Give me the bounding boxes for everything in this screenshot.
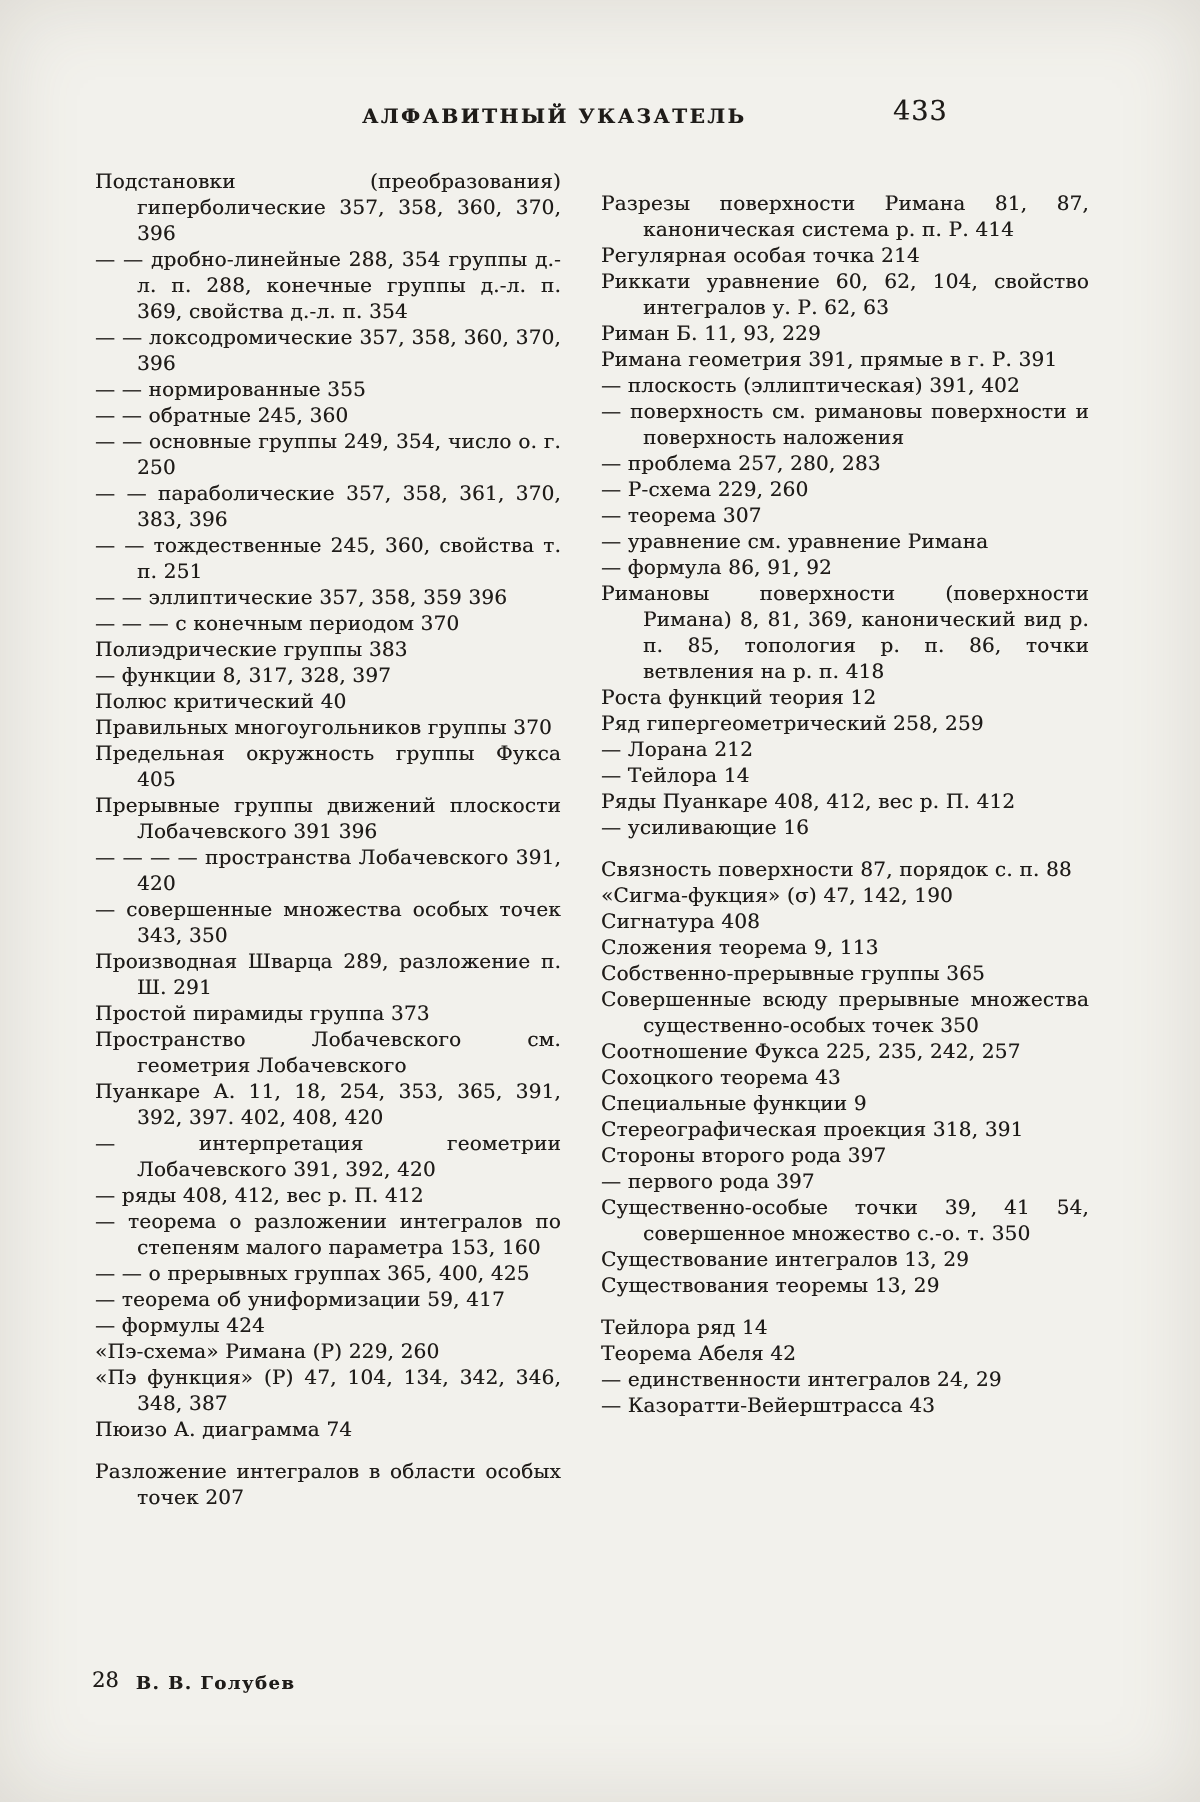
index-entry: Римановы поверхности (поверхности Римана) 8, 81, 369, канонический вид р. п. 85, топология р. п. 86, точки ветвления на р. п. 418 <box>601 581 1089 683</box>
index-entry: — теорема о разложении интегралов по степеням малого параметра 153, 160 <box>95 1209 561 1259</box>
index-group <box>601 1314 1089 1418</box>
index-entry: Существенно-особые точки 39, 41 54, совершенное множество с.-о. т. 350 <box>601 1195 1089 1245</box>
index-entry: Пюизо А. диаграмма 74 <box>95 1417 353 1441</box>
index-entry: — Р-схема 229, 260 <box>601 477 809 501</box>
index-column-left <box>95 168 561 1510</box>
index-column-right <box>601 190 1089 1418</box>
running-head <box>0 0 1200 140</box>
index-entry: — — — с конечным периодом 370 <box>95 611 460 635</box>
index-entry: Сложения теорема 9, 113 <box>601 935 879 959</box>
index-group <box>95 1458 561 1510</box>
index-entry: — поверхность см. римановы поверхности и поверхность наложения <box>601 399 1089 449</box>
index-entry: — уравнение см. уравнение Римана <box>601 529 989 553</box>
page-number: 433 <box>893 96 948 127</box>
index-entry: «Пэ функция» (Р) 47, 104, 134, 342, 346, 348, 387 <box>95 1365 561 1415</box>
index-entry: «Сигма-фукция» (σ) 47, 142, 190 <box>601 883 953 907</box>
index-entry: — — обратные 245, 360 <box>95 403 349 427</box>
index-entry: — первого рода 397 <box>601 1169 815 1193</box>
author-name: В. В. Голубев <box>135 1673 296 1694</box>
index-entry: — — параболические 357, 358, 361, 370, 383, 396 <box>95 481 561 531</box>
index-group <box>601 190 1089 840</box>
index-entry: — усиливающие 16 <box>601 815 810 839</box>
index-entry: Пространство Лобачевского см. геометрия Лобачевского <box>95 1027 561 1077</box>
index-entry: — — эллиптические 357, 358, 359 396 <box>95 585 508 609</box>
index-entry: Риккати уравнение 60, 62, 104, свойство интегралов у. Р. 62, 63 <box>601 269 1089 319</box>
index-entry: — — основные группы 249, 354, число о. г. 250 <box>95 429 561 479</box>
index-entry: Регулярная особая точка 214 <box>601 243 920 267</box>
index-entry: Ряды Пуанкаре 408, 412, вес р. П. 412 <box>601 789 1016 813</box>
index-entry: — — нормированные 355 <box>95 377 366 401</box>
index-entry: Соотношение Фукса 225, 235, 242, 257 <box>601 1039 1021 1063</box>
index-entry: — Тейлора 14 <box>601 763 750 787</box>
index-entry: — — локсодромические 357, 358, 360, 370, 396 <box>95 325 561 375</box>
index-entry: Роста функций теория 12 <box>601 685 877 709</box>
index-entry: Специальные функции 9 <box>601 1091 867 1115</box>
index-entry: Подстановки (преобразования) гиперболические 357, 358, 360, 370, 396 <box>95 169 561 245</box>
index-entry: Правильных многоугольников группы 370 <box>95 715 552 739</box>
index-entry: Ряд гипергеометрический 258, 259 <box>601 711 984 735</box>
index-entry: — — о прерывных группах 365, 400, 425 <box>95 1261 530 1285</box>
index-entry: — ряды 408, 412, вес р. П. 412 <box>95 1183 424 1207</box>
index-entry: Совершенные всюду прерывные множества существенно-особых точек 350 <box>601 987 1089 1037</box>
index-entry: Простой пирамиды группа 373 <box>95 1001 430 1025</box>
index-entry: Существования теоремы 13, 29 <box>601 1273 940 1297</box>
index-entry: Полиэдрические группы 383 <box>95 637 408 661</box>
index-entry: — теорема об униформизации 59, 417 <box>95 1287 505 1311</box>
index-entry: Стереографическая проекция 318, 391 <box>601 1117 1024 1141</box>
index-entry: — интерпретация геометрии Лобачевского 391, 392, 420 <box>95 1131 561 1181</box>
index-entry: Тейлора ряд 14 <box>601 1315 768 1339</box>
index-entry: Стороны второго рода 397 <box>601 1143 887 1167</box>
index-entry: — Казоратти-Вейерштрасса 43 <box>601 1393 936 1417</box>
index-entry: — совершенные множества особых точек 343, 350 <box>95 897 561 947</box>
page-header-title: АЛФАВИТНЫЙ УКАЗАТЕЛЬ <box>362 104 747 128</box>
index-entry: — функции 8, 317, 328, 397 <box>95 663 392 687</box>
index-group <box>95 168 561 1442</box>
index-entry: Сигнатура 408 <box>601 909 761 933</box>
index-entry: Сохоцкого теорема 43 <box>601 1065 841 1089</box>
index-entry: — формулы 424 <box>95 1313 265 1337</box>
index-entry: Разрезы поверхности Римана 81, 87, каноническая система р. п. Р. 414 <box>601 191 1089 241</box>
index-entry: Собственно-прерывные группы 365 <box>601 961 985 985</box>
index-entry: — единственности интегралов 24, 29 <box>601 1367 1002 1391</box>
index-entry: Римана геометрия 391, прямые в г. Р. 391 <box>601 347 1058 371</box>
index-entry: Теорема Абеля 42 <box>601 1341 797 1365</box>
index-entry: — — — — пространства Лобачевского 391, 420 <box>95 845 561 895</box>
index-entry: Производная Шварца 289, разложение п. Ш. 291 <box>95 949 561 999</box>
index-entry: Риман Б. 11, 93, 229 <box>601 321 821 345</box>
index-entry: — Лорана 212 <box>601 737 753 761</box>
index-entry: «Пэ-схема» Римана (Р) 229, 260 <box>95 1339 440 1363</box>
page-footer <box>92 1668 295 1694</box>
index-entry: Связность поверхности 87, порядок с. п. 88 <box>601 857 1072 881</box>
index-entry: Пуанкаре А. 11, 18, 254, 353, 365, 391, 392, 397. 402, 408, 420 <box>95 1079 561 1129</box>
index-entry: Прерывные группы движений плоскости Лобачевского 391 396 <box>95 793 561 843</box>
index-entry: — проблема 257, 280, 283 <box>601 451 881 475</box>
index-entry: — теорема 307 <box>601 503 762 527</box>
index-entry: Полюс критический 40 <box>95 689 347 713</box>
signature-number: 28 <box>92 1668 119 1692</box>
index-entry: Существование интегралов 13, 29 <box>601 1247 970 1271</box>
index-entry: Предельная окружность группы Фукса 405 <box>95 741 561 791</box>
index-entry: — плоскость (эллиптическая) 391, 402 <box>601 373 1020 397</box>
index-entry: — — дробно-линейные 288, 354 группы д.-л. п. 288, конечные группы д.-л. п. 369, свойства д.-л. п. 354 <box>95 247 561 323</box>
index-entry: Разложение интегралов в области особых точек 207 <box>95 1459 561 1509</box>
index-group <box>601 856 1089 1298</box>
index-entry: — формула 86, 91, 92 <box>601 555 832 579</box>
index-entry: — — тождественные 245, 360, свойства т. п. 251 <box>95 533 561 583</box>
